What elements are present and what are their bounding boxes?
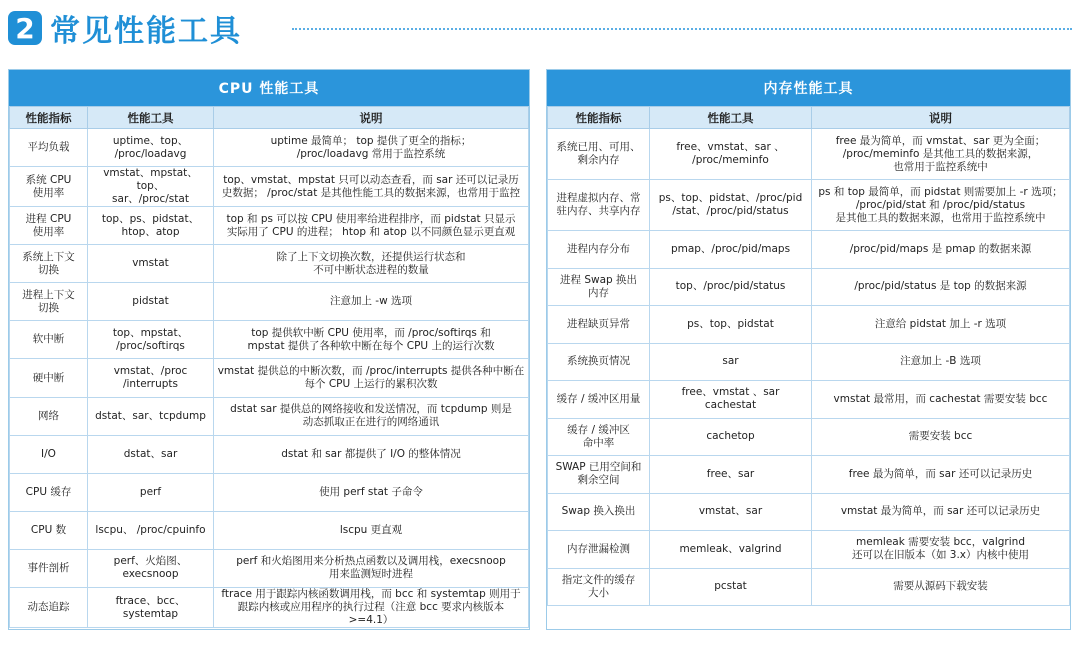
tools-cell [88,167,214,207]
table-row [548,268,1070,306]
description-cell [812,343,1070,381]
tools-cell-text: pmap、/proc/pid/maps [670,242,791,255]
table-row [10,435,529,473]
description-cell-text: perf 和火焰图用来分析热点函数以及调用栈，execsnoop 用来监测短时进程 [236,555,506,581]
metric-cell [10,511,88,549]
description-cell-text: 需要从源码下载安装 [893,580,988,593]
tools-cell [650,231,812,269]
table-row [548,418,1070,456]
column-header-tools: 性能工具 [650,107,812,129]
metric-cell [548,231,650,269]
description-cell-text: dstat sar 提供总的网络接收和发送情况，而 tcpdump 则是 动态抓取正在进行的网络通讯 [230,403,512,429]
metric-cell [548,456,650,494]
tools-cell [88,511,214,549]
description-cell-text: dstat 和 sar 都提供了 I/O 的整体情况 [281,447,461,460]
metric-cell [548,129,650,180]
metric-cell [10,321,88,359]
metric-cell-text: 缓存 / 缓冲区 命中率 [567,423,630,449]
dotted-divider [292,28,1072,30]
metric-cell-text: CPU 数 [30,523,67,536]
description-cell-text: free 最为简单，而 sar 还可以记录历史 [848,467,1033,480]
tools-cell [88,359,214,397]
cpu-panel-title: CPU 性能工具 [9,70,529,106]
metric-cell [548,306,650,344]
table-row [10,207,529,245]
tools-cell [88,473,214,511]
metric-cell-text: 内存泄漏检测 [567,542,630,555]
table-row [548,568,1070,606]
tools-cell-text: ps、top、pidstat [687,317,774,330]
description-cell [214,207,529,245]
description-cell-text: /proc/pid/maps 是 pmap 的数据来源 [849,242,1032,255]
description-cell [812,456,1070,494]
table-row [10,129,529,167]
metric-cell-text: 进程缺页异常 [567,317,630,330]
section-number-badge: 2 [8,11,42,45]
description-cell [214,588,529,628]
tools-cell [650,129,812,180]
description-cell-text: free 最为简单，而 vmstat、sar 更为全面； /proc/meminfo 是其他工具的数据来源， 也常用于监控系统中 [835,134,1046,173]
column-header-tools: 性能工具 [88,107,214,129]
tools-cell-text: ftrace、bcc、 systemtap [115,594,186,620]
description-cell-text: uptime 最简单； top 提供了更全的指标； /proc/loadavg 常用于监控系统 [270,134,472,160]
description-cell [812,568,1070,606]
metric-cell-text: 进程虚拟内存、常 驻内存、共享内存 [556,192,641,217]
metric-cell-text: 进程 CPU 使用率 [25,212,72,238]
metric-cell [548,381,650,419]
table-row [10,511,529,549]
metric-cell-text: 平均负载 [27,141,70,154]
description-cell [214,549,529,587]
description-cell [214,129,529,167]
metric-cell-text: 软中断 [32,333,65,346]
description-cell [214,397,529,435]
metric-cell-text: 事件剖析 [27,561,70,574]
tools-cell-text: sar [722,355,739,368]
tools-cell-text: free、vmstat 、sar cachestat [681,386,780,412]
tools-cell [88,588,214,628]
metric-cell-text: 指定文件的缓存 大小 [561,573,636,599]
metric-cell [10,207,88,245]
description-cell-text: 使用 perf stat 子命令 [319,485,423,498]
tools-cell-text: top、mpstat、 /proc/softirqs [112,326,189,352]
description-cell-text: ps 和 top 最简单，而 pidstat 则需要加上 -r 选项； /proc/pid/stat 和 /proc/pid/status 是其他工具的数据来源，也常用于监控系统中 [818,185,1063,224]
tools-cell-text: pcstat [714,580,747,593]
description-cell [812,418,1070,456]
table-row [10,588,529,628]
metric-cell-text: 缓存 / 缓冲区用量 [556,392,641,405]
description-cell-text: top 和 ps 可以按 CPU 使用率给进程排序，而 pidstat 只显示 实际用了 CPU 的进程； htop 和 atop 以不同颜色显示更直观 [226,212,516,238]
metric-cell-text: CPU 缓存 [25,485,72,498]
tools-cell-text: cachetop [706,430,755,443]
tools-cell-text: vmstat、sar [698,505,763,518]
tools-cell-text: vmstat、/proc /interrupts [113,365,188,391]
tools-cell [88,549,214,587]
metric-cell [10,588,88,628]
description-cell [812,129,1070,180]
description-cell-text: top 提供软中断 CPU 使用率，而 /proc/softirqs 和 mpstat 提供了各种软中断在每个 CPU 上的运行次数 [247,326,495,352]
description-cell [214,473,529,511]
metric-cell [10,397,88,435]
description-cell [214,167,529,207]
description-cell-text: 注意加上 -w 选项 [329,295,413,308]
tools-cell [650,268,812,306]
tools-cell [88,435,214,473]
column-header-metric: 性能指标 [10,107,88,129]
tools-cell-text: perf [139,485,162,498]
metric-cell [548,493,650,531]
cpu-tools-table [9,106,529,628]
table-row [10,397,529,435]
tools-cell-text: free、vmstat、sar 、 /proc/meminfo [676,141,785,166]
metric-cell-text: 系统换页情况 [567,355,630,368]
description-cell-text: /proc/pid/status 是 top 的数据来源 [854,280,1027,293]
description-cell [812,531,1070,569]
metric-cell [10,549,88,587]
table-row [548,306,1070,344]
metric-cell [10,129,88,167]
description-cell [812,306,1070,344]
metric-cell [10,435,88,473]
tools-cell [650,306,812,344]
metric-cell [10,167,88,207]
metric-cell-text: 系统上下文 切换 [22,250,75,276]
metric-cell [548,568,650,606]
tools-cell [650,568,812,606]
metric-cell-text: 进程 Swap 换出 内存 [559,273,638,299]
tools-cell [88,397,214,435]
memory-tools-panel [546,69,1071,630]
table-row [10,359,529,397]
metric-cell [548,531,650,569]
tools-cell [88,245,214,283]
table-row [548,456,1070,494]
description-cell-text: vmstat 最为简单，而 sar 还可以记录历史 [840,505,1041,518]
tools-cell-text: free、sar [706,467,755,480]
metric-cell-text: 进程内存分布 [567,242,630,255]
description-cell-text: lscpu 更直观 [339,523,403,536]
description-cell [812,268,1070,306]
description-cell-text: 注意加上 -B 选项 [900,355,981,368]
tools-cell [650,493,812,531]
section-header [8,6,242,50]
metric-cell-text: 硬中断 [32,371,65,384]
table-row [10,167,529,207]
column-header-metric: 性能指标 [548,107,650,129]
description-cell [214,283,529,321]
tools-cell-text: lscpu、 /proc/cpuinfo [95,523,206,536]
metric-cell-text: Swap 换入换出 [561,505,636,518]
description-cell-text: ftrace 用于跟踪内核函数调用栈，而 bcc 和 systemtap 则用于 跟踪内核或应用程序的执行过程（注意 bcc 要求内核版本 >=4.1） [221,588,521,627]
table-row [548,180,1070,231]
tools-cell [650,180,812,231]
table-row [10,549,529,587]
metric-cell [10,473,88,511]
description-cell-text: 注意给 pidstat 加上 -r 选项 [874,317,1007,330]
description-cell [214,511,529,549]
description-cell-text: 需要安装 bcc [908,430,973,443]
description-cell-text: vmstat 最常用，而 cachestat 需要安装 bcc [833,392,1048,405]
description-cell-text: 除了上下文切换次数，还提供运行状态和 不可中断状态进程的数量 [276,250,466,276]
table-row [10,321,529,359]
description-cell [214,359,529,397]
description-cell [214,435,529,473]
tools-cell-text: perf、火焰图、 execsnoop [113,555,188,581]
description-cell [812,493,1070,531]
tools-cell-text: ps、top、pidstat、/proc/pid /stat、/proc/pid/status [658,192,803,217]
description-cell-text: memleak 需要安装 bcc，valgrind 还可以在旧版本（如 3.x）内核中使用 [851,536,1030,562]
tools-cell [88,207,214,245]
tools-cell-text: vmstat、mpstat、top、 sar、/proc/stat [103,167,198,206]
memory-panel-title: 内存性能工具 [547,70,1070,106]
description-cell [214,321,529,359]
table-row [548,381,1070,419]
metric-cell-text: 系统已用、可用、 剩余内存 [556,141,641,166]
metric-cell-text: 进程上下文 切换 [22,288,75,314]
tools-cell [88,129,214,167]
cpu-tools-panel [8,69,530,630]
metric-cell [10,245,88,283]
metric-cell [548,268,650,306]
metric-cell-text: 系统 CPU 使用率 [25,173,72,199]
metric-cell-text: 动态追踪 [27,601,70,614]
metric-cell [548,180,650,231]
table-row [548,129,1070,180]
tools-cell-text: uptime、top、 /proc/loadavg [112,134,189,160]
section-title: 常见性能工具 [50,14,242,49]
tools-cell-text: vmstat [132,257,169,270]
table-row [10,473,529,511]
metric-cell-text: 网络 [38,409,59,422]
tools-cell [650,418,812,456]
table-row [548,493,1070,531]
metric-cell [548,343,650,381]
tools-cell [650,456,812,494]
description-cell [812,381,1070,419]
tools-cell-text: top、ps、pidstat、 htop、atop [101,212,200,238]
tools-cell-text: pidstat [132,295,169,308]
table-row [548,231,1070,269]
metric-cell [10,359,88,397]
tools-cell [650,343,812,381]
tools-cell [650,381,812,419]
metric-cell-text: SWAP 已用空间和 剩余空间 [555,461,642,487]
metric-cell [548,418,650,456]
description-cell [812,231,1070,269]
column-header-description: 说明 [214,107,529,129]
metric-cell-text: I/O [41,447,56,460]
tools-cell-text: top、/proc/pid/status [675,280,786,293]
description-cell-text: top、vmstat、mpstat 只可以动态查看，而 sar 还可以记录历 史数据； /proc/stat 是其他性能工具的数据来源，也常用于监控 [221,173,521,199]
description-cell [812,180,1070,231]
tools-cell-text: dstat、sar、tcpdump [95,409,206,422]
tools-cell-text: memleak、valgrind [679,542,782,555]
tools-cell-text: dstat、sar [123,447,178,460]
table-row [10,245,529,283]
description-cell [214,245,529,283]
table-row [548,531,1070,569]
table-row [548,343,1070,381]
metric-cell [10,283,88,321]
table-row [10,283,529,321]
description-cell-text: vmstat 提供总的中断次数，而 /proc/interrupts 提供各种中断在 每个 CPU 上运行的累积次数 [217,365,525,391]
tools-cell [650,531,812,569]
tools-cell [88,321,214,359]
tools-cell [88,283,214,321]
column-header-description: 说明 [812,107,1070,129]
memory-tools-table [547,106,1070,606]
